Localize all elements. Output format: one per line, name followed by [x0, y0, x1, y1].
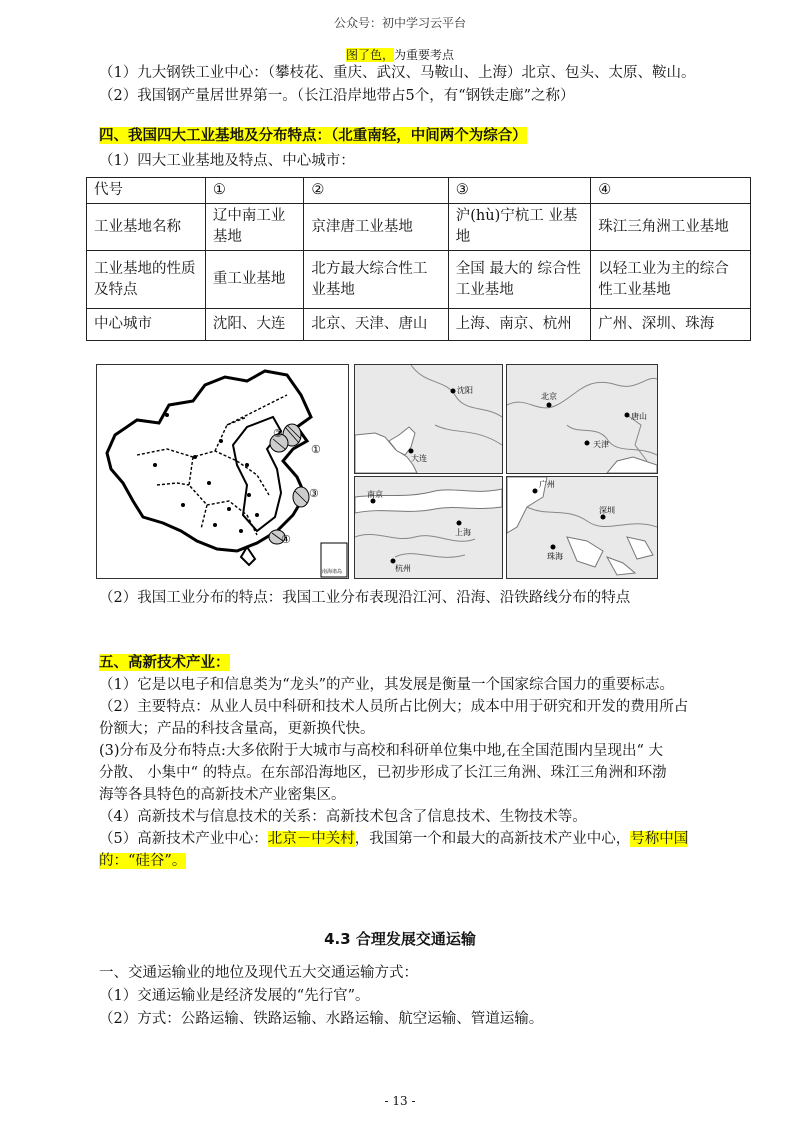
table-row [87, 178, 751, 204]
table-cell: 珠江三角洲工业基地 [591, 204, 751, 251]
table-cell: ② [304, 178, 448, 204]
map-marker-4: ④ [281, 533, 291, 546]
table-cell: ④ [591, 178, 751, 204]
table-cell: 北方最大综合性工业基地 [304, 251, 448, 309]
table-row [87, 251, 751, 309]
city-hangzhou: 杭州 [395, 564, 411, 573]
liaozhongnan-map [354, 364, 503, 474]
note-rest: 为重要考点 [394, 48, 455, 62]
south-sea-label: 南海诸岛 [322, 569, 343, 575]
city-guangzhou: 广州 [539, 480, 555, 489]
section5-p3a: (3)分布及分布特点:大多依附于大城市与高校和科研单位集中地,在全国范围内呈现出“ 大 [99, 743, 664, 759]
steel-line-1: （1）九大钢铁工业中心：（攀枝花、重庆、武汉、马鞍山、上海）北京、包头、太原、鞍山。 [99, 65, 696, 81]
section4-title [99, 125, 527, 147]
page-header: 公众号：初中学习云平台 [333, 16, 466, 30]
table-cell: 代号 [87, 178, 206, 204]
table-cell: 京津唐工业基地 [304, 204, 448, 251]
city-beijing: 北京 [541, 392, 557, 401]
jingjintang-map-svg [507, 365, 657, 473]
huningyang-map [354, 476, 503, 579]
table-row [87, 204, 751, 251]
china-map [96, 364, 349, 579]
table-cell: ① [205, 178, 303, 204]
table-cell: 重工业基地 [205, 251, 303, 309]
table-cell: 上海、南京、杭州 [448, 309, 591, 341]
section5-title-text: 五、高新技术产业： [99, 654, 230, 671]
section5-p5 [99, 828, 688, 850]
jingjintang-map [506, 364, 658, 474]
section5-p2b: 份额大；产品的科技含量高，更新换代快。 [99, 721, 375, 737]
map-marker-3: ③ [309, 487, 319, 500]
city-tianjin: 天津 [593, 440, 609, 449]
page-number: - 13 - [384, 1094, 416, 1108]
section5-p2a: （2）主要特点：从业人员中科研和技术人员所占比例大；成本中用于研究和开发的费用所占 [99, 699, 689, 715]
p5-zhongguancun: 北京－中关村 [267, 831, 355, 847]
table-cell: 广州、深圳、珠海 [591, 309, 751, 341]
section5-title [99, 652, 230, 674]
transport-l3: （2）方式：公路运输、铁路运输、水路运输、航空运输、管道运输。 [99, 1011, 544, 1027]
map-marker-1: ① [311, 443, 321, 456]
pearl-river-delta-map-svg [507, 477, 657, 578]
table-cell: 沈阳、大连 [205, 309, 303, 341]
city-zhuhai: 珠海 [547, 552, 563, 561]
table-cell: 全国 最大的 综合性工业基地 [448, 251, 591, 309]
section-4-3-title: 4.3 合理发展交通运输 [324, 930, 476, 948]
note-highlight: 图了色， [345, 48, 394, 62]
table-row [87, 309, 751, 341]
p5-claim: 号称中国 [630, 831, 689, 847]
p5-pre: （5）高新技术产业中心： [99, 831, 268, 847]
table-cell: 北京、天津、唐山 [304, 309, 448, 341]
section4-sub2: （2）我国工业分布的特点：我国工业分布表现沿江河、沿海、沿铁路线分布的特点 [99, 590, 631, 606]
table-cell: 中心城市 [87, 309, 206, 341]
table-cell: 沪(hù)宁杭工 业基地 [448, 204, 591, 251]
city-nanjing: 南京 [367, 490, 383, 499]
table-cell: 工业基地名称 [87, 204, 206, 251]
table-cell: ③ [448, 178, 591, 204]
transport-l1: 一、交通运输业的地位及现代五大交通运输方式： [99, 965, 418, 981]
huningyang-map-svg [355, 477, 502, 578]
city-dalian: 大连 [411, 454, 427, 463]
table-cell: 以轻工业为主的综合性工业基地 [591, 251, 751, 309]
pearl-river-delta-map [506, 476, 658, 579]
section5-p5-cont [99, 850, 186, 872]
section5-p1: （1）它是以电子和信息类为“龙头”的产业，其发展是衡量一个国家综合国力的重要标志。 [99, 677, 675, 693]
transport-l2: （1）交通运输业是经济发展的“先行官”。 [99, 988, 370, 1004]
map-marker-2: ② [273, 427, 283, 440]
p5-mid: ，我国第一个和最大的高新技术产业中心， [354, 831, 631, 847]
section4-sub1: （1）四大工业基地及特点、中心城市： [99, 153, 355, 169]
city-shenyang: 沈阳 [457, 386, 473, 395]
table-cell: 辽中南工业基地 [205, 204, 303, 251]
city-shanghai: 上海 [455, 528, 471, 537]
city-shenzhen: 深圳 [599, 506, 615, 515]
table-cell: 工业基地的性质及特点 [87, 251, 206, 309]
city-tangshan: 唐山 [631, 412, 647, 421]
section4-title-text: 四、我国四大工业基地及分布特点：（北重南轻，中间两个为综合） [99, 127, 527, 144]
p5-silicon-valley: 的：“硅谷”。 [99, 853, 187, 869]
section5-p3c: 海等各具特色的高新技术产业密集区。 [99, 787, 346, 803]
section5-p3b: 分散、 小集中“ 的特点。在东部沿海地区，已初步形成了长江三角洲、珠江三角洲和环渤 [99, 765, 667, 781]
steel-line-2: （2）我国钢产量居世界第一。（长江沿岸地带占5个，有“钢铁走廊”之称） [99, 88, 575, 104]
section5-p4: （4）高新技术与信息技术的关系：高新技术包含了信息技术、生物技术等。 [99, 809, 587, 825]
highlight-note [0, 46, 800, 63]
china-map-svg [97, 365, 348, 578]
industrial-base-table [86, 177, 751, 341]
liaozhongnan-map-svg [355, 365, 502, 473]
